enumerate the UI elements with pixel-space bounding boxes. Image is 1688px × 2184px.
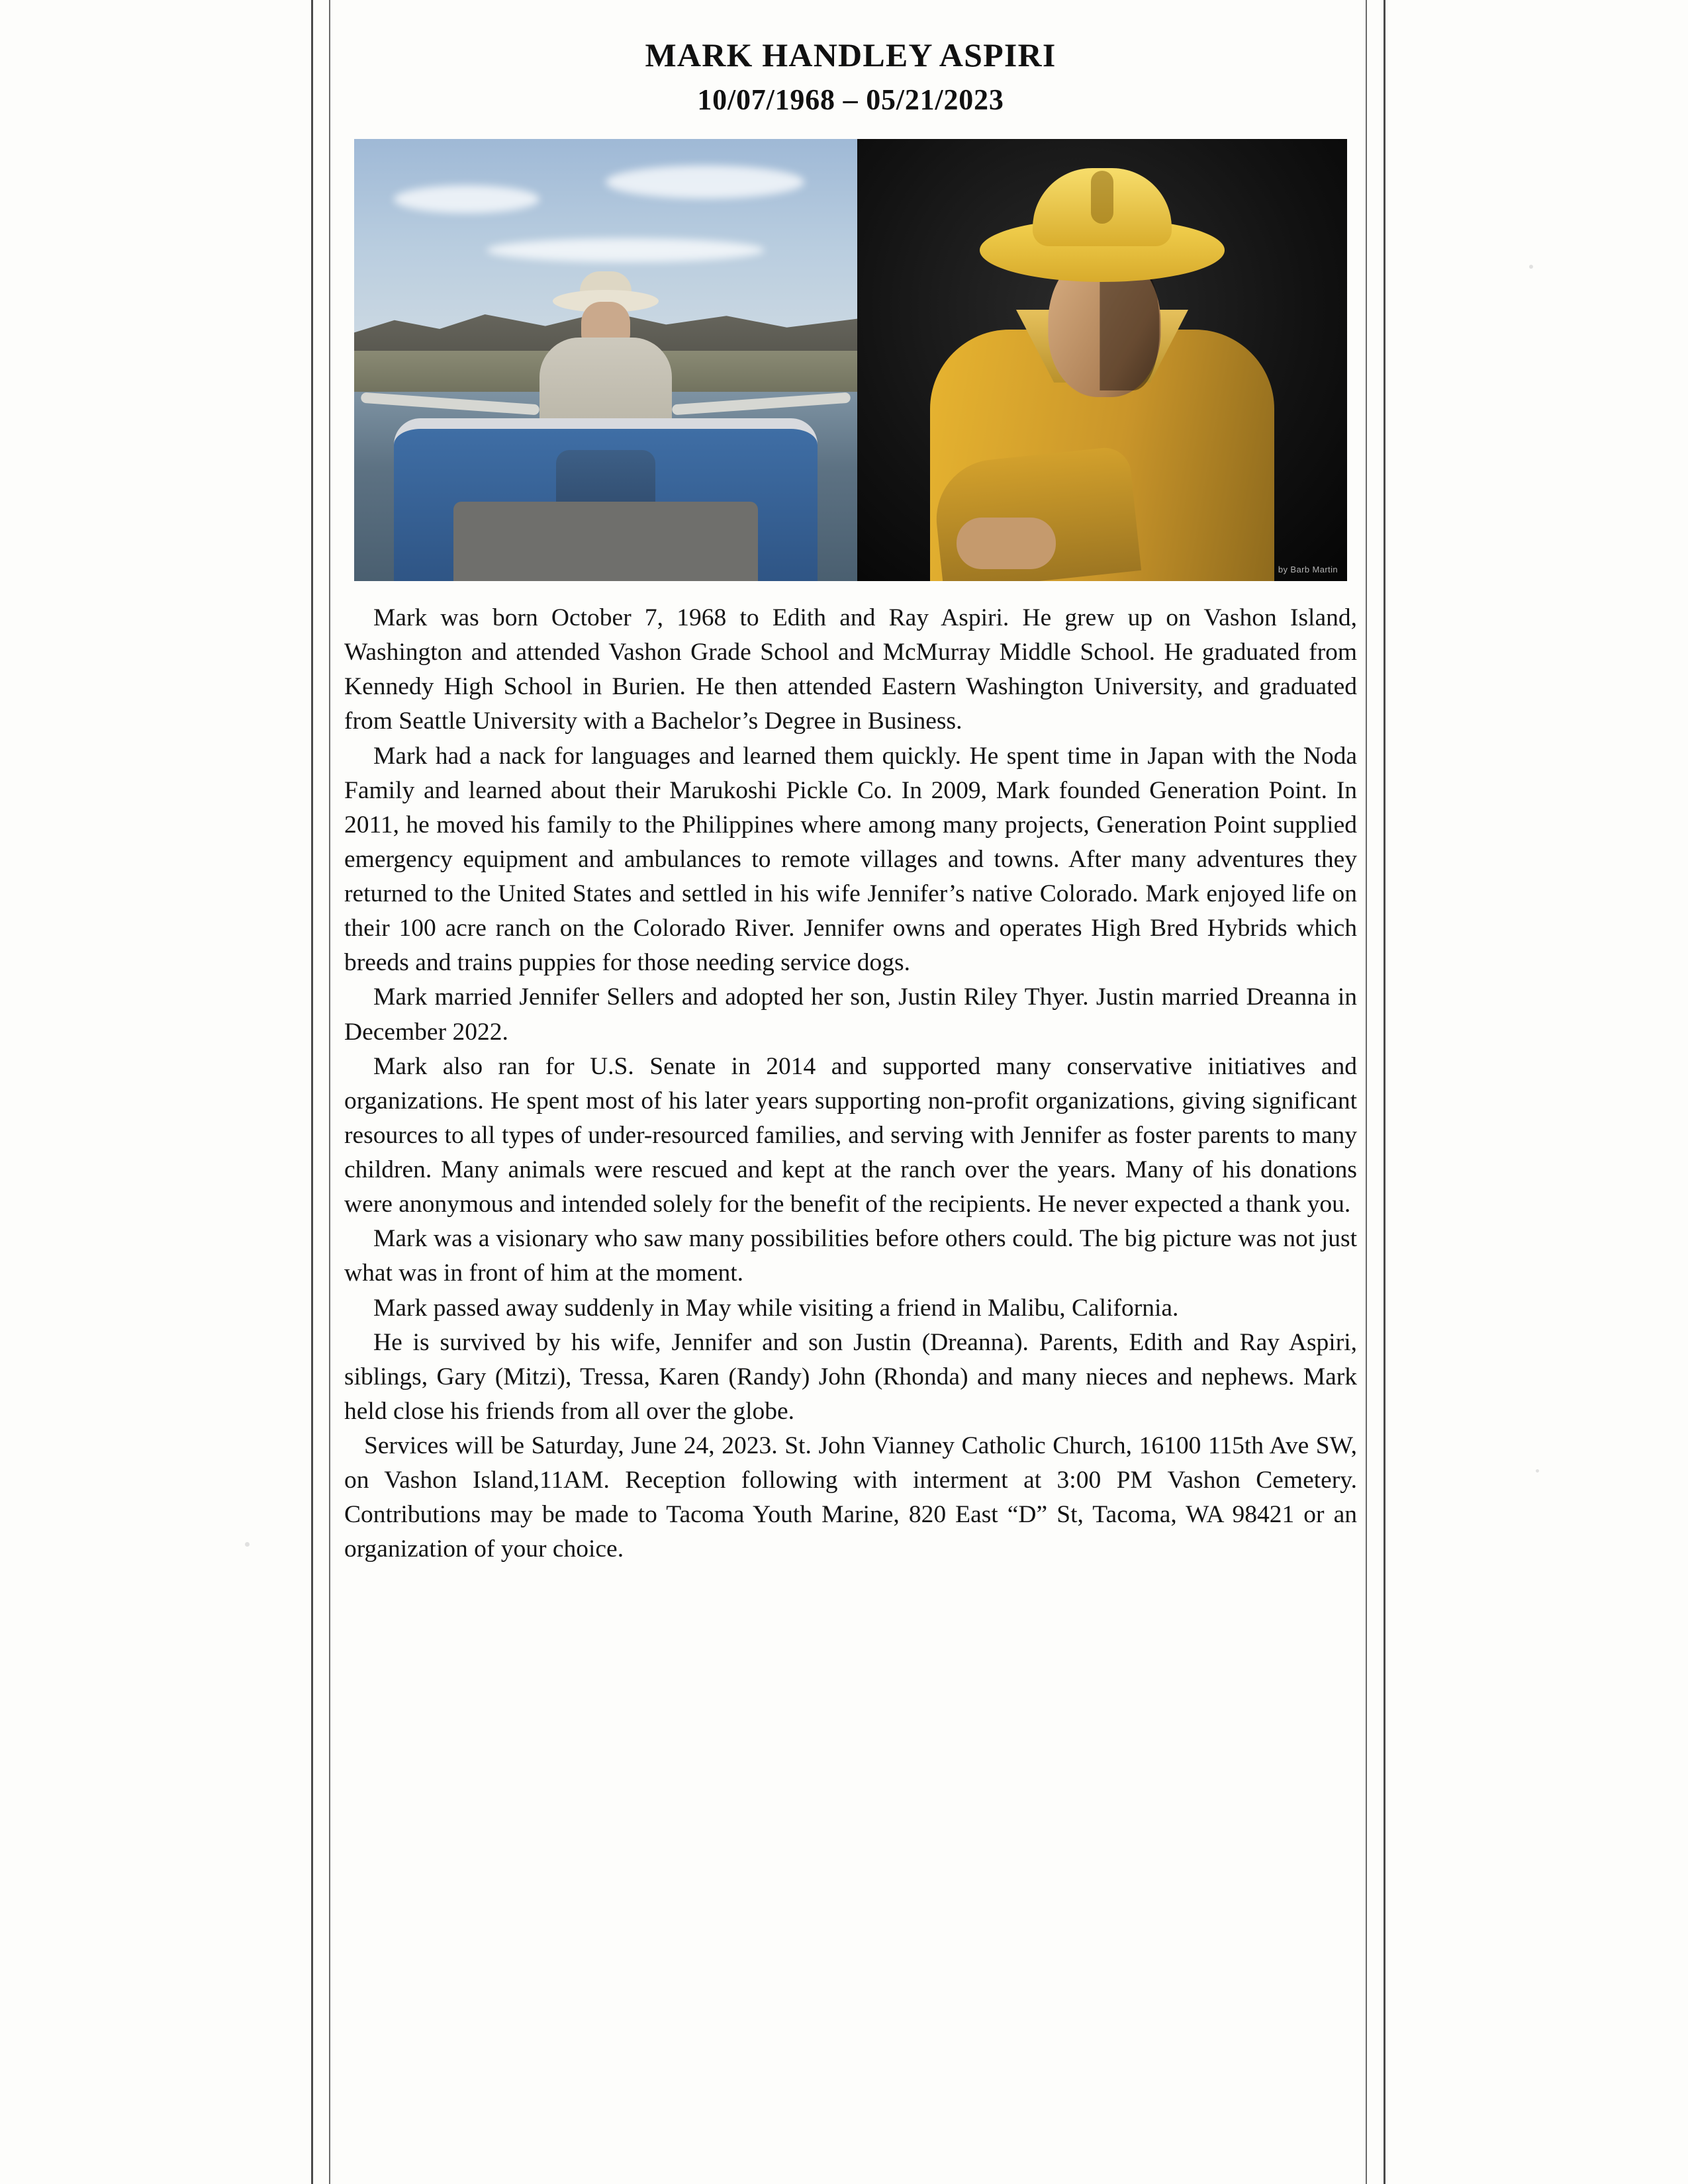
photo-row: [344, 139, 1357, 581]
column-rule-right-inner: [1366, 0, 1367, 2184]
column-rule-left-outer: [311, 0, 313, 2184]
column-rule-left-inner: [329, 0, 330, 2184]
obituary-column: [344, 0, 1357, 2184]
scan-artifact: [1529, 265, 1533, 269]
obituary-body: [344, 601, 1357, 1567]
obituary-paragraph: Mark married Jennifer Sellers and adopted her son, Justin Riley Thyer. Justin married Dreanna in December 2022.: [344, 983, 1357, 1046]
life-dates: 10/07/1968 – 05/21/2023: [697, 83, 1004, 116]
obituary-header: [344, 0, 1357, 116]
obituary-paragraph: Mark passed away suddenly in May while visiting a friend in Malibu, California.: [373, 1294, 1179, 1322]
column-rule-right-outer: [1383, 0, 1385, 2184]
yellow-hat-crease: [1091, 171, 1113, 224]
boat-floor: [453, 502, 758, 581]
obituary-paragraph: He is survived by his wife, Jennifer and son Justin (Dreanna). Parents, Edith and Ray Aspiri, siblings, Gary (Mitzi), Tressa, Karen (Randy) John (Rhonda) and many nieces and nephews. Mark held close his friends from all over the globe.: [344, 1328, 1357, 1425]
photo-rowing-drift-boat: [354, 139, 857, 581]
scan-artifact: [245, 1542, 250, 1547]
cloud-shape: [487, 238, 765, 262]
page-title: MARK HANDLEY ASPIRI: [645, 36, 1056, 73]
obituary-paragraph: Services will be Saturday, June 24, 2023. St. John Vianney Catholic Church, 16100 115th Ave SW, on Vashon Island,11AM. Reception following with interment at 3:00 PM Vashon Cemetery. Contributions may be made to Tacoma Youth Marine, 820 East “D” St, Tacoma, WA 98421 or an organization of your choice.: [344, 1432, 1357, 1563]
cloud-shape: [394, 185, 539, 213]
obituary-paragraph: Mark was a visionary who saw many possibilities before others could. The big picture was not just what was in front of him at the moment.: [344, 1225, 1357, 1287]
obituary-paragraph: Mark was born October 7, 1968 to Edith and Ray Aspiri. He grew up on Vashon Island, Washington and attended Vashon Grade School and McMurray Middle School. He graduated from Kennedy High School in Burien. He then attended Eastern Washington University, and graduated from Seattle University with a Bachelor’s Degree in Business.: [344, 604, 1357, 735]
person-hands: [957, 518, 1056, 569]
scan-artifact: [1536, 1469, 1539, 1473]
obituary-paragraph: Mark had a nack for languages and learned them quickly. He spent time in Japan with the Noda Family and learned about their Marukoshi Pickle Co. In 2009, Mark founded Generation Point. In 2011, he moved his family to the Philippines where among many projects, Generation Point supplied emergency equipment and ambulances to remote villages and towns. After many adventures they returned to the United States and settled in his wife Jennifer’s native Colorado. Mark enjoyed life on their 100 acre ranch on the Colorado River. Jennifer owns and operates High Bred Hybrids which breeds and trains puppies for those needing service dogs.: [344, 742, 1357, 977]
photo-portrait-yellow-hat: [857, 139, 1347, 581]
cloud-shape: [606, 165, 804, 199]
photo-credit: by Barb Martin: [1278, 565, 1338, 574]
obituary-paragraph: Mark also ran for U.S. Senate in 2014 and supported many conservative initiatives and organizations. He spent most of his later years supporting non-profit organizations, giving significant resources to all types of under-resourced families, and serving with Jennifer as foster parents to many children. Many animals were rescued and kept at the ranch over the years. Many of his donations were anonymous and intended solely for the benefit of the recipients. He never expected a thank you.: [344, 1052, 1357, 1218]
